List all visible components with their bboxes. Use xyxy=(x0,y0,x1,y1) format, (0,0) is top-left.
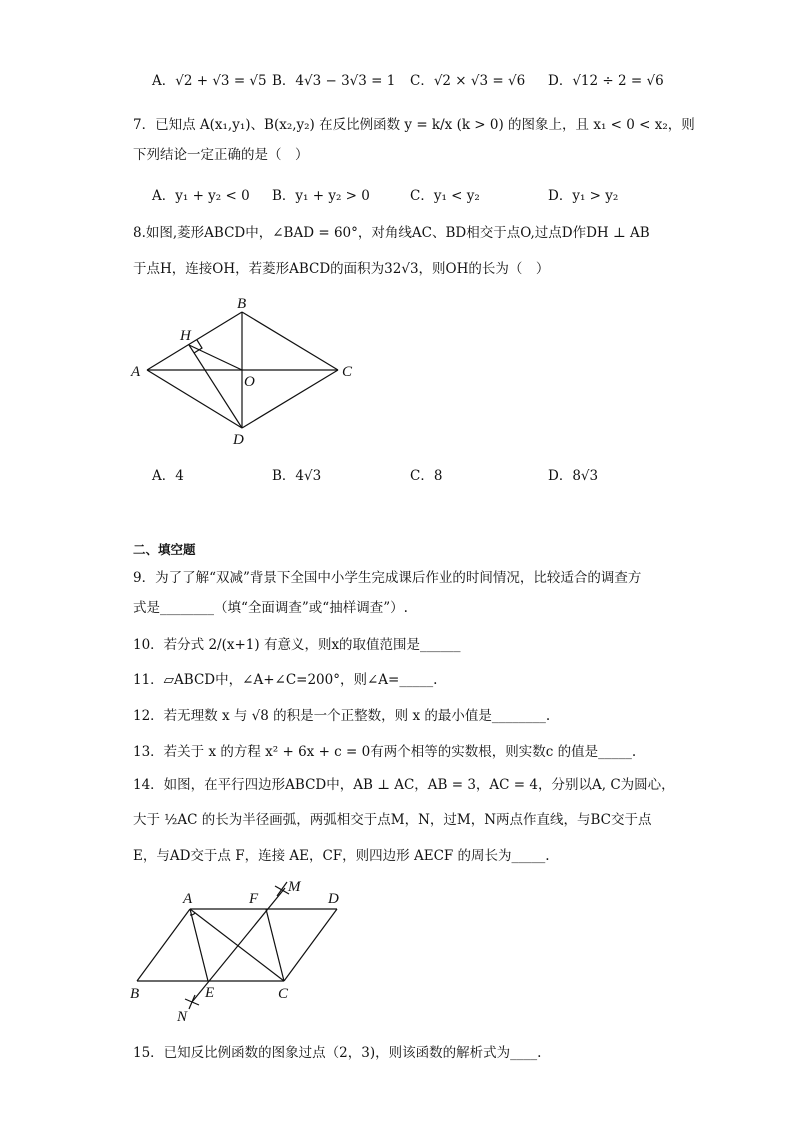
q15-stem: 15．已知反比例函数的图象过点（2，3)，则该函数的解析式为____. xyxy=(133,1045,542,1061)
edge-ab xyxy=(147,312,242,370)
q6-option-a[interactable]: A．√2 + √3 = √5 xyxy=(152,73,267,89)
label-m: M xyxy=(288,879,301,895)
section-fill-in-title: 二、填空题 xyxy=(133,542,196,557)
q7-option-b[interactable]: B．y₁ + y₂ > 0 xyxy=(272,188,370,204)
parallelogram-figure xyxy=(125,873,385,1033)
q9-stem-line1: 9．为了了解“双减”背景下全国中小学生完成课后作业的时间情况，比较适合的调查方 xyxy=(133,570,642,586)
q8-option-a[interactable]: A．4 xyxy=(152,468,184,484)
q9-stem-line2: 式是________（填“全面调查”或“抽样调查”）. xyxy=(133,600,408,616)
segment-ae xyxy=(190,909,208,981)
q6-options xyxy=(152,71,712,91)
label-o: O xyxy=(244,374,255,390)
q7-option-a[interactable]: A．y₁ + y₂ < 0 xyxy=(152,188,250,204)
q8-options xyxy=(152,466,712,486)
edge-dc xyxy=(284,909,337,981)
label-e: E xyxy=(205,985,215,1001)
q14-stem-line2: 大于 ½AC 的长为半径画弧，两弧相交于点M，N，过M，N两点作直线，与BC交于点 xyxy=(133,812,652,828)
q13-stem: 13．若关于 x 的方程 x² + 6x + c = 0有两个相等的实数根，则实数c 的值是_____. xyxy=(133,744,637,760)
label-b: B xyxy=(237,296,247,312)
rhombus-figure xyxy=(125,290,365,450)
edge-da xyxy=(147,370,242,428)
q8-option-b[interactable]: B．4√3 xyxy=(272,468,322,484)
label-a: A xyxy=(183,891,193,907)
q8-stem-line1: 8.如图,菱形ABCD中，∠BAD = 60°，对角线AC、BD相交于点O,过点D作DH ⊥ AB xyxy=(133,225,650,241)
label-c: C xyxy=(342,364,353,380)
edge-ab xyxy=(137,909,190,981)
q8-option-c[interactable]: C．8 xyxy=(410,468,443,484)
q14-stem-line1: 14．如图，在平行四边形ABCD中，AB ⊥ AC，AB = 3，AC = 4，分别以A, C为圆心， xyxy=(133,777,675,793)
edge-bc xyxy=(242,312,338,370)
label-c: C xyxy=(278,986,289,1002)
q7-stem-line2: 下列结论一定正确的是（ ） xyxy=(133,147,309,163)
q7-stem-line1: 7．已知点 A(x₁,y₁)、B(x₂,y₂) 在反比例函数 y = k/x (k > 0) 的图象上，且 x₁ < 0 < x₂，则 xyxy=(133,117,695,133)
diagonal-ac xyxy=(190,909,284,981)
edge-cd xyxy=(242,370,338,428)
q8-stem-line2: 于点H，连接OH，若菱形ABCD的面积为32√3，则OH的长为（ ） xyxy=(133,261,550,277)
q6-option-b[interactable]: B．4√3 − 3√3 = 1 xyxy=(272,73,396,89)
q6-option-c[interactable]: C．√2 × √3 = √6 xyxy=(410,73,526,89)
q12-stem: 12．若无理数 x 与 √8 的积是一个正整数，则 x 的最小值是________. xyxy=(133,708,551,724)
q7-options xyxy=(152,186,712,206)
label-b: B xyxy=(130,986,140,1002)
label-h: H xyxy=(180,328,191,344)
q7-option-d[interactable]: D．y₁ > y₂ xyxy=(548,188,619,204)
q14-stem-line3: E，与AD交于点 F，连接 AE，CF，则四边形 AECF 的周长为_____. xyxy=(133,848,550,864)
arc-mark-n-2 xyxy=(189,995,195,1009)
label-d: D xyxy=(233,432,244,448)
arc-mark-m-2 xyxy=(277,882,287,896)
segment-cf xyxy=(266,909,284,981)
label-a: A xyxy=(131,364,141,380)
q7-option-c[interactable]: C．y₁ < y₂ xyxy=(410,188,480,204)
label-f: F xyxy=(249,891,259,907)
q11-stem: 11．▱ABCD中，∠A+∠C=200°，则∠A=_____. xyxy=(133,672,438,688)
q10-stem: 10．若分式 2/(x+1) 有意义，则x的取值范围是______ xyxy=(133,637,461,653)
label-n: N xyxy=(177,1009,188,1025)
q8-option-d[interactable]: D．8√3 xyxy=(548,468,599,484)
q6-option-d[interactable]: D．√12 ÷ 2 = √6 xyxy=(548,73,664,89)
label-d: D xyxy=(328,891,339,907)
